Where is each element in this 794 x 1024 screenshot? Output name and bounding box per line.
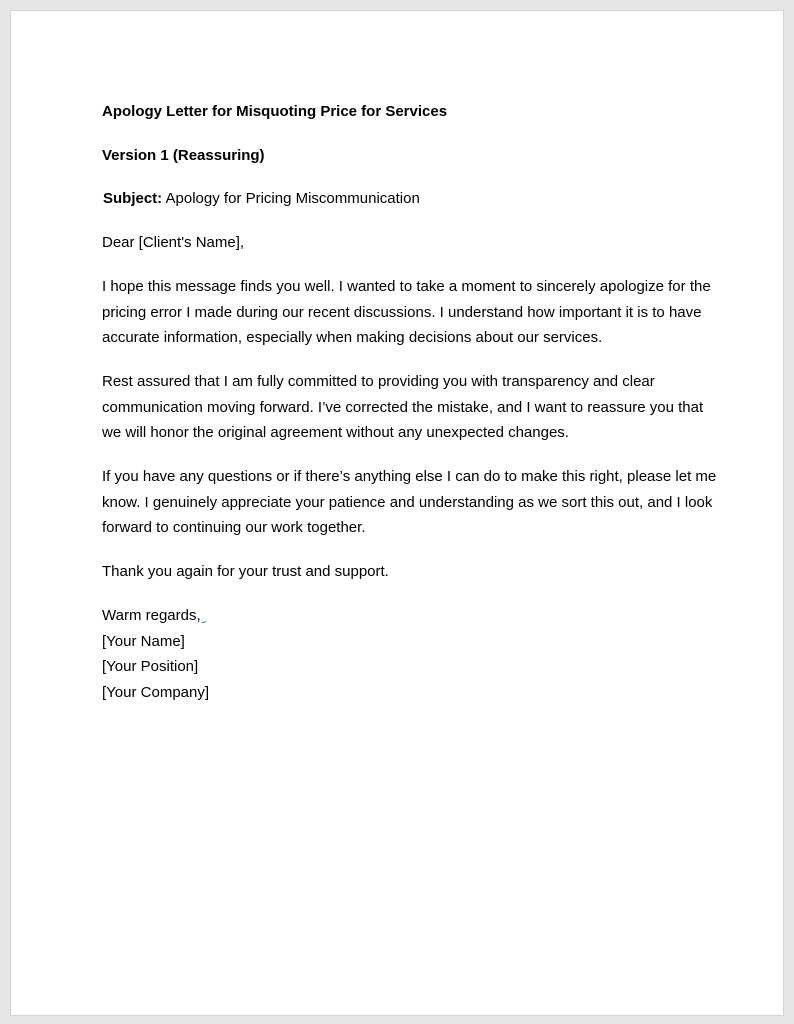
paragraph-2: Rest assured that I am fully committed to providing you with transparency and clear communication moving forward. I’ve corrected the mistake, and I want to reassure you that we will honor the original agreement without any unexpected changes. [102, 372, 704, 442]
signature-company: [Your Company] [102, 683, 210, 701]
closing-line [102, 603, 722, 629]
subject-line [102, 186, 722, 212]
signature-position: [Your Position] [102, 658, 199, 676]
paragraph-3: If you have any questions or if there’s anything else I can do to make this right, please let me know. I genuinely appreciate your patience and understanding as we sort this out, and I look forward to continuing our work together. [102, 468, 717, 537]
paragraph-4: Thank you again for your trust and support. [102, 563, 389, 581]
letter-body [102, 99, 722, 706]
letter-title: Apology Letter for Misquoting Price for Services [102, 103, 448, 120]
subject-text: Apology for Pricing Miscommunication [165, 190, 420, 208]
salutation: Dear [Client's Name], [102, 234, 245, 252]
version-heading: Version 1 (Reassuring) [102, 146, 265, 164]
spellcheck-mark-icon [202, 616, 207, 623]
signature-name: [Your Name] [102, 632, 185, 650]
document-page [10, 10, 784, 1016]
signature-block [102, 603, 722, 706]
subject-label: Subject: [103, 190, 163, 208]
closing-text: Warm regards, [102, 606, 201, 624]
paragraph-1: I hope this message finds you well. I wanted to take a moment to sincerely apologize for the pricing error I made during our recent discussions. I understand how important it is to have accurate information, especially when making decisions about our services. [102, 277, 711, 347]
